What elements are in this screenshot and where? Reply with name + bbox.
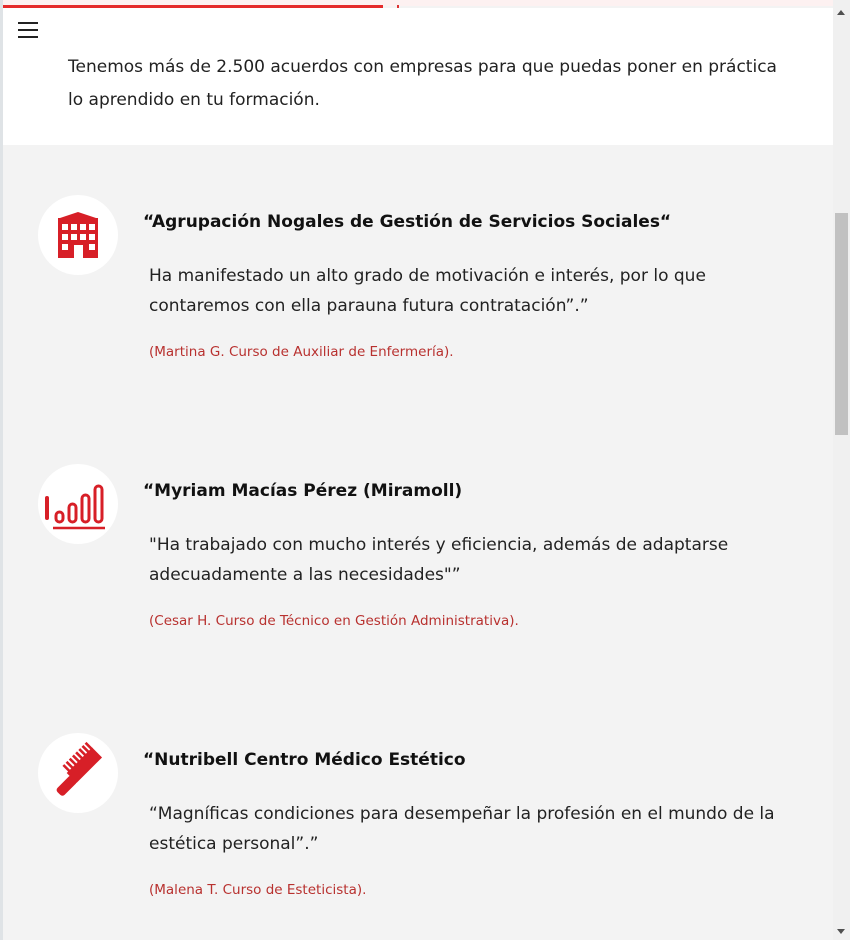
company-name: “Myriam Macías Pérez (Miramoll) — [143, 481, 463, 501]
signal-bars-icon — [38, 464, 118, 544]
company-name: “Agrupación Nogales de Gestión de Servicios Sociales“ — [143, 212, 672, 232]
testimonial-author: (Martina G. Curso de Auxiliar de Enfermería). — [149, 344, 454, 360]
building-icon — [38, 195, 118, 275]
testimonial-author: (Malena T. Curso de Esteticista). — [149, 882, 367, 898]
scroll-up-icon[interactable] — [837, 10, 845, 15]
scrollbar-thumb[interactable] — [835, 213, 848, 435]
menu-icon[interactable] — [18, 22, 38, 38]
testimonial-quote: “Magníficas condiciones para desempeñar la profesión en el mundo de la estética personal”.” — [149, 804, 775, 854]
page-header — [3, 8, 833, 145]
comb-icon — [38, 733, 118, 813]
company-name: “Nutribell Centro Médico Estético — [143, 750, 466, 770]
intro-text: Tenemos más de 2.500 acuerdos con empresas para que puedas poner en práctica lo aprendido en tu formación. — [68, 57, 777, 110]
vertical-scrollbar[interactable] — [833, 0, 850, 940]
testimonial-quote: "Ha trabajado con mucho interés y eficiencia, además de adaptarse adecuadamente a las necesidades"” — [149, 535, 729, 585]
testimonial-quote: Ha manifestado un alto grado de motivación e interés, por lo que contaremos con ella parauna futura contratación”.” — [149, 266, 706, 316]
testimonial-author: (Cesar H. Curso de Técnico en Gestión Administrativa). — [149, 613, 519, 629]
scroll-down-icon[interactable] — [837, 929, 845, 934]
